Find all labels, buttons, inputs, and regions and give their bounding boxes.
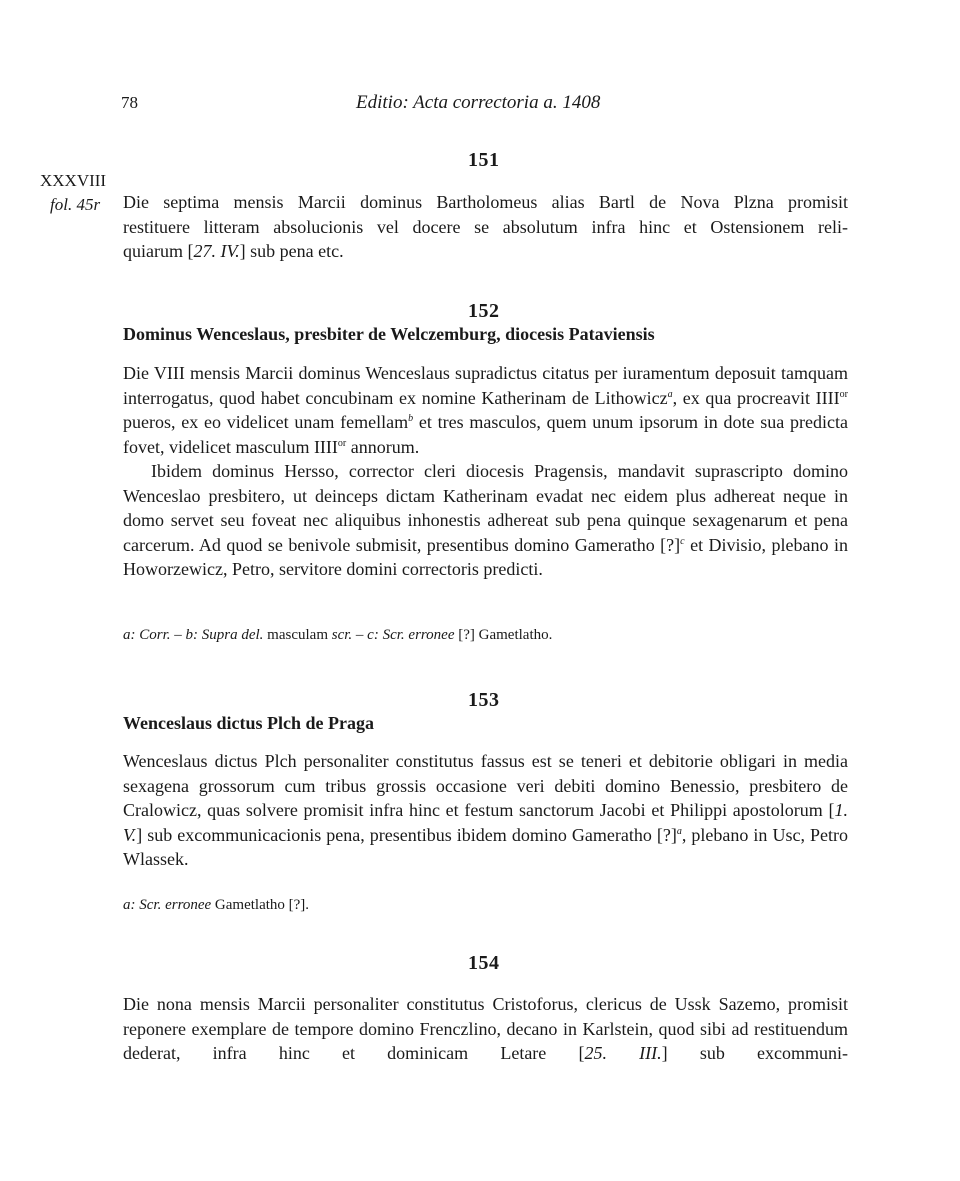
footnote-marker: a (667, 388, 673, 400)
text-span: annorum. (346, 436, 420, 457)
footnote-marker: a (676, 825, 682, 837)
text-span: et tres masculos, quem unum ipsorum in dote sua predicta fovet, videlicet masculum IIII (123, 412, 848, 457)
text-span: ] sub excommunicacionis pena, presentibus ibidem domino Gameratho [?] (136, 824, 677, 845)
entry-154-text (123, 992, 848, 1066)
entry-151-line-3 (123, 239, 848, 264)
entry-153-footnotes (123, 897, 848, 914)
entry-152-paragraph-1 (123, 361, 848, 459)
text-span: Die nona mensis Marcii personaliter constitutus Cristoforus, clericus de Ussk Sazemo, promisit reponere exemplare de tempore domino Frenczlino, decano in Karlstein, quod sibi ad restituendum dederat, infra hinc et dominicam Letare [ (123, 994, 848, 1063)
ordinal-suffix: or (337, 437, 347, 449)
entry-151-text (123, 190, 848, 264)
entry-153-date: 1. V. (123, 800, 848, 845)
footnote-text: a: Scr. erronee (123, 897, 212, 913)
footnote-text: [?] Gametlatho. (454, 627, 553, 643)
entry-number-151: 151 (468, 149, 500, 171)
footnote-text: scr. – c: Scr. erronee (331, 627, 455, 643)
text-span: Wenceslaus dictus Plch personaliter constitutus fassus est se teneri et debitorie obligari in media sexagena grossorum cum tribus grossis occasione veri debiti domino Benessio, presbitero de Cralowicz, quas solvere promisit infra hinc et festum sanctorum Jacobi et Philippi apostolorum [ (123, 751, 848, 820)
entry-152-text (123, 361, 848, 582)
entry-154-paragraph-1 (123, 992, 848, 1066)
ordinal-suffix: or (839, 388, 848, 400)
text-span: ] sub excommuni- (661, 1043, 849, 1063)
margin-roman-numeral: XXXVIII (40, 171, 107, 190)
entry-151-line-1: Die septima mensis Marcii dominus Bartholomeus alias Bartl de Nova Plzna promisit (123, 192, 848, 212)
text-span: Die VIII mensis Marcii dominus Wenceslaus supradictus citatus per iuramentum deposuit tamquam interrogatus, quod habet concubinam ex nomine Katherinam de Lithowicz (123, 363, 848, 408)
entry-154-date: 25. III. (584, 1043, 662, 1063)
entry-number-154: 154 (468, 952, 500, 974)
footnote-marker: c (680, 535, 685, 547)
entry-153-paragraph-1 (123, 749, 848, 872)
text-span: , plebano in Usc, Petro Wlassek. (123, 824, 849, 869)
footnote-marker: b (408, 413, 414, 424)
entry-151-line-3-a: quiarum [ (123, 241, 194, 261)
entry-152-footnotes (123, 627, 848, 644)
running-head: Editio: Acta correctoria a. 1408 (356, 92, 601, 113)
entry-153-text (123, 749, 848, 872)
entry-number-152: 152 (468, 300, 500, 322)
text-span: pueros, ex eo videlicet unam femellam (123, 412, 409, 432)
entry-151-line-2: restituere litteram absolucionis vel docere se absolutum infra hinc et Ostensionem reli- (123, 216, 848, 237)
entry-151-line-3-b: ] sub pena etc. (239, 241, 344, 261)
footnote-text: Gametlatho [?]. (211, 897, 310, 913)
text-span: et Divisio, plebano in Howorzewicz, Petro, servitore domini correctoris predicti. (123, 534, 848, 579)
text-span: Ibidem dominus Hersso, corrector cleri diocesis Pragensis, mandavit suprascripto domino Wenceslao presbitero, ut deinceps dictam Katherinam evadat nec eidem plus adhereat neque in domo servet seu foveat nec aliquibus inhonestis adhereat sub pena quinque sexagenarum et pena carcerum. Ad quod se benivole submisit, presentibus domino Gameratho [?] (123, 461, 848, 555)
page-number: 78 (121, 93, 138, 112)
entry-152-title: Dominus Wenceslaus, presbiter de Welczemburg, diocesis Pataviensis (123, 324, 655, 344)
text-span: , ex qua procreavit IIII (672, 387, 840, 408)
footnote-text: masculam (263, 627, 332, 643)
entry-151-date: 27. IV. (193, 241, 240, 261)
entry-number-153: 153 (468, 689, 500, 711)
footnote-text: a: Corr. – b: Supra del. (123, 627, 264, 643)
entry-153-title: Wenceslaus dictus Plch de Praga (123, 713, 374, 733)
entry-152-paragraph-2 (123, 459, 848, 582)
margin-folio: fol. 45r (50, 195, 101, 214)
